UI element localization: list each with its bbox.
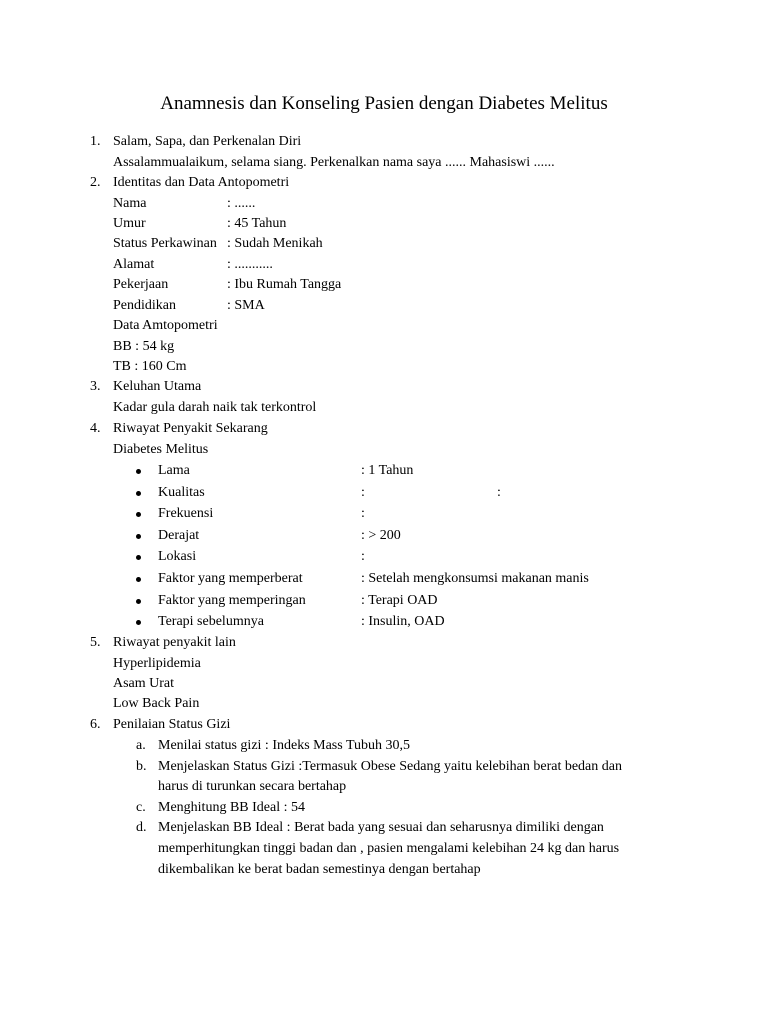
bullet-value: : Terapi OAD (361, 593, 438, 608)
bullet-value: : (361, 485, 365, 500)
bullet-label: Lama (158, 463, 190, 478)
section-heading: Identitas dan Data Antopometri (113, 175, 290, 190)
item-marker: d. (136, 820, 147, 835)
bullet-icon (136, 491, 141, 496)
item-marker: c. (136, 800, 146, 815)
section-heading: Penilaian Status Gizi (113, 717, 231, 732)
section-text: Kadar gula darah naik tak terkontrol (113, 400, 317, 415)
bullet-value: : Insulin, OAD (361, 614, 445, 629)
subheading: Data Amtopometri (113, 318, 218, 333)
bullet-label: Frekuensi (158, 506, 214, 521)
bullet-icon (136, 599, 141, 604)
field-label: Alamat (113, 257, 155, 272)
item-text: Menghitung BB Ideal : 54 (158, 800, 305, 815)
bullet-label: Lokasi (158, 549, 197, 564)
bullet-value: : Setelah mengkonsumsi makanan manis (361, 571, 589, 586)
bullet-icon (136, 555, 141, 560)
field-label: Nama (113, 196, 147, 211)
document-title: Anamnesis dan Konseling Pasien dengan Diabetes Melitus (160, 93, 608, 114)
bullet-label: Faktor yang memperingan (158, 593, 306, 608)
bullet-value: : 1 Tahun (361, 463, 414, 478)
section-number: 4. (90, 421, 101, 436)
field-value: : ...... (227, 196, 256, 211)
bullet-label: Derajat (158, 528, 200, 543)
section-number: 5. (90, 635, 101, 650)
field-value: : Ibu Rumah Tangga (227, 277, 342, 292)
bullet-label: Terapi sebelumnya (158, 614, 264, 629)
section-heading: Riwayat Penyakit Sekarang (113, 421, 268, 436)
bullet-value: : (361, 549, 365, 564)
item-text: memperhitungkan tinggi badan dan , pasien mengalami kelebihan 24 kg dan harus (158, 841, 620, 856)
section-text: Assalammualaikum, selama siang. Perkenalkan nama saya ...... Mahasiswi ...... (113, 155, 555, 170)
section-number: 2. (90, 175, 101, 190)
field-label: Pekerjaan (113, 277, 169, 292)
item-text: Menjelaskan Status Gizi :Termasuk Obese Sedang yaitu kelebihan berat bedan dan (158, 759, 622, 774)
bullet-icon (136, 577, 141, 582)
bullet-icon (136, 512, 141, 517)
item-text: dikembalikan ke berat badan semestinya dengan bertahap (158, 862, 481, 877)
bullet-value: : (361, 506, 365, 521)
bullet-label: Kualitas (158, 485, 205, 500)
bullet-icon (136, 469, 141, 474)
field-value: : SMA (227, 298, 265, 313)
section-heading: Salam, Sapa, dan Perkenalan Diri (113, 134, 302, 149)
section-text: Hyperlipidemia (113, 656, 201, 671)
subheading: Diabetes Melitus (113, 442, 209, 457)
section-heading: Keluhan Utama (113, 379, 202, 394)
section-text: Low Back Pain (113, 696, 200, 711)
item-text: harus di turunkan secara bertahap (158, 779, 347, 794)
bullet-value: : > 200 (361, 528, 401, 543)
field-value: : Sudah Menikah (227, 236, 323, 251)
section-number: 1. (90, 134, 101, 149)
section-number: 6. (90, 717, 101, 732)
section-number: 3. (90, 379, 101, 394)
measurement: TB : 160 Cm (113, 359, 187, 374)
section-heading: Riwayat penyakit lain (113, 635, 236, 650)
bullet-icon (136, 620, 141, 625)
bullet-icon (136, 534, 141, 539)
item-marker: a. (136, 738, 146, 753)
measurement: BB : 54 kg (113, 339, 175, 354)
field-label: Status Perkawinan (113, 236, 217, 251)
field-value: : ........... (227, 257, 273, 272)
item-marker: b. (136, 759, 147, 774)
field-label: Pendidikan (113, 298, 176, 313)
field-label: Umur (113, 216, 146, 231)
bullet-extra: : (497, 485, 501, 500)
bullet-label: Faktor yang memperberat (158, 571, 303, 586)
item-text: Menjelaskan BB Ideal : Berat bada yang sesuai dan seharusnya dimiliki dengan (158, 820, 604, 835)
section-text: Asam Urat (113, 676, 175, 691)
item-text: Menilai status gizi : Indeks Mass Tubuh 30,5 (158, 738, 411, 753)
field-value: : 45 Tahun (227, 216, 287, 231)
